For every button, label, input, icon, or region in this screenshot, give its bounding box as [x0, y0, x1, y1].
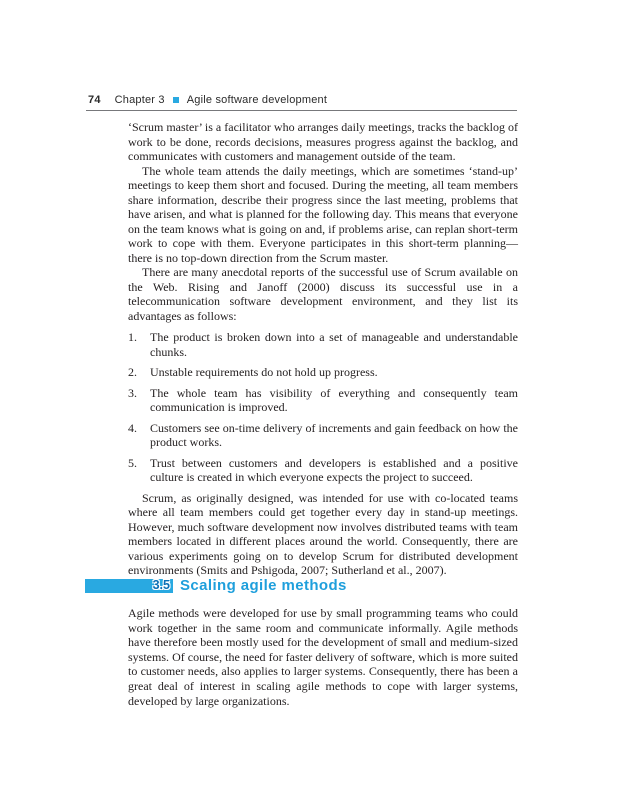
list-item	[128, 365, 518, 380]
list-item-number: 5.	[128, 455, 137, 470]
page-number: 74	[88, 94, 101, 106]
paragraph-colocated-teams: Scrum, as originally designed, was intended for use with co-located teams where all team members could get together every day in stand-up meetings. However, much software development now involves distributed teams with team members located in different places around the world. Consequently, there are various experiments going on to develop Scrum for distributed development environments (Smits and Pshigoda, 2007; Sutherland et al., 2007).	[128, 490, 518, 577]
list-item-text: The whole team has visibility of everything and consequently team communication is improved.	[150, 385, 518, 414]
list-item	[128, 421, 518, 450]
list-item-number: 1.	[128, 330, 137, 344]
list-item-text: The product is broken down into a set of manageable and understandable chunks.	[150, 330, 518, 359]
paragraph-daily-meetings: The whole team attends the daily meetings, which are sometimes ‘stand-up’ meetings to keep them short and focused. During the meeting, all team members share information, describe their progress since the last meeting, problems that have arisen, and what is planned for the following day. This means that everyone on the team knows what is going on and, if problems arise, can replan short-term work to cope with them. Everyone participates in this short-term planning—there is no top-down direction from the Scrum master.	[128, 163, 518, 265]
section-marker-icon	[173, 97, 179, 103]
list-item	[128, 456, 518, 485]
advantages-list	[128, 330, 518, 485]
list-item-text: Unstable requirements do not hold up progress.	[150, 365, 378, 379]
list-item-number: 4.	[128, 420, 137, 435]
list-item	[128, 330, 518, 359]
paragraph-scrum-master: ‘Scrum master’ is a facilitator who arranges daily meetings, tracks the backlog of work to be done, records decisions, measures progress against the backlog, and communicates with customers and management outside of the team.	[128, 120, 518, 163]
list-item-text: Customers see on-time delivery of increments and gain feedback on how the product works.	[150, 420, 518, 449]
section-number: 3.5	[152, 578, 170, 593]
paragraph-scaling-agile: Agile methods were developed for use by small programming teams who could work together in the same room and communicate informally. Agile methods have therefore been mostly used for the development of small and medium-sized systems. Of course, the need for faster delivery of software, which is more suited to customer needs, also applies to larger systems. Consequently, there has been a great deal of interest in scaling agile methods to cope with larger systems, developed by large organizations.	[128, 606, 518, 708]
section-title: Scaling agile methods	[180, 577, 347, 594]
list-item	[128, 386, 518, 415]
chapter-title: Agile software development	[186, 94, 328, 106]
header-rule	[86, 110, 517, 111]
section-number-bar	[85, 579, 173, 593]
list-item-text: Trust between customers and developers is established and a positive culture is created in which everyone expects the project to succeed.	[150, 455, 518, 484]
chapter-label: Chapter 3	[114, 94, 165, 106]
paragraph-anecdotal-reports: There are many anecdotal reports of the successful use of Scrum available on the Web. Rising and Janoff (2000) discuss its successful use in a telecommunication software development environment, and they list its advantages as follows:	[128, 265, 518, 323]
body-text-column	[128, 120, 518, 578]
section-heading	[85, 577, 347, 594]
closing-text-column	[128, 606, 518, 708]
list-item-number: 2.	[128, 365, 137, 379]
running-header	[88, 94, 518, 106]
list-item-number: 3.	[128, 385, 137, 400]
